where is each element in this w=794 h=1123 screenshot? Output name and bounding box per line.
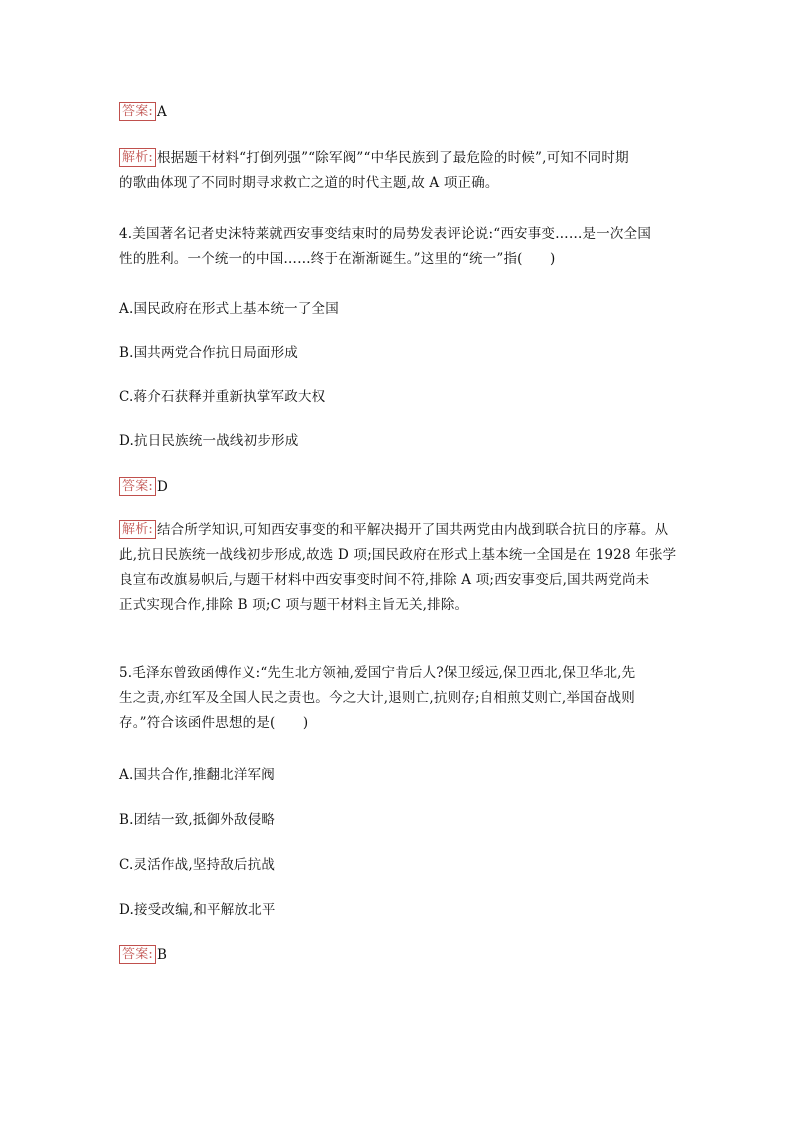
answer-q3	[119, 100, 679, 125]
question-line: 存。”符合该函件思想的是( )	[119, 715, 309, 731]
question-5-option-a	[119, 763, 679, 788]
answer-label: 答案:	[119, 945, 156, 964]
option-text: D.接受改编,和平解放北平	[119, 902, 276, 918]
answer-label: 答案:	[119, 102, 156, 121]
question-line: 生之责,亦红军及全国人民之责也。今之大计,退则亡,抗则存;自相煎艾则亡,举国奋战则	[119, 690, 635, 706]
question-5-option-d	[119, 898, 679, 923]
question-4-option-a	[119, 297, 679, 322]
option-text: A.国民政府在形式上基本统一了全国	[119, 301, 339, 317]
question-line: 5.毛泽东曾致函傅作义:“先生北方领袖,爱国宁肯后人?保卫绥远,保卫西北,保卫华北,先	[119, 665, 636, 681]
question-4-option-b	[119, 341, 679, 366]
question-4-option-c	[119, 385, 679, 410]
explanation-line: 根据题干材料“打倒列强”“除军阀”“中华民族到了最危险的时候”,可知不同时期	[156, 150, 629, 166]
answer-q4	[119, 475, 679, 500]
question-4	[119, 222, 679, 272]
explanation-line: 的歌曲体现了不同时期寻求救亡之道的时代主题,故 A 项正确。	[119, 175, 499, 191]
answer-value: D	[156, 479, 169, 495]
question-5-option-b	[119, 808, 679, 833]
question-5	[119, 661, 679, 736]
option-text: C.蒋介石获释并重新执掌军政大权	[119, 389, 326, 405]
answer-label: 答案:	[119, 477, 156, 496]
explanation-q4	[119, 518, 679, 618]
option-text: B.团结一致,抵御外敌侵略	[119, 812, 276, 828]
option-text: C.灵活作战,坚持敌后抗战	[119, 857, 276, 873]
answer-value: A	[156, 104, 167, 120]
explanation-line: 正式实现合作,排除 B 项;C 项与题干材料主旨无关,排除。	[119, 597, 469, 613]
option-text: B.国共两党合作抗日局面形成	[119, 345, 299, 361]
explanation-q3	[119, 146, 679, 196]
answer-value: B	[156, 947, 168, 963]
explanation-line: 结合所学知识,可知西安事变的和平解决揭开了国共两党由内战到联合抗日的序幕。从	[156, 522, 669, 538]
option-text: D.抗日民族统一战线初步形成	[119, 433, 299, 449]
explanation-line: 良宣布改旗易帜后,与题干材料中西安事变时间不符,排除 A 项;西安事变后,国共两党尚未	[119, 572, 650, 588]
explanation-label: 解析:	[119, 520, 156, 539]
explanation-line: 此,抗日民族统一战线初步形成,故选 D 项;国民政府在形式上基本统一全国是在 1928 年张学	[119, 547, 677, 563]
question-line: 4.美国著名记者史沫特莱就西安事变结束时的局势发表评论说:“西安事变……是一次全国	[119, 226, 652, 242]
option-text: A.国共合作,推翻北洋军阀	[119, 767, 275, 783]
question-line: 性的胜利。一个统一的中国……终于在渐渐诞生。”这里的“统一”指( )	[119, 251, 556, 267]
question-5-option-c	[119, 853, 679, 878]
explanation-label: 解析:	[119, 148, 156, 167]
answer-q5	[119, 943, 679, 968]
question-4-option-d	[119, 429, 679, 454]
